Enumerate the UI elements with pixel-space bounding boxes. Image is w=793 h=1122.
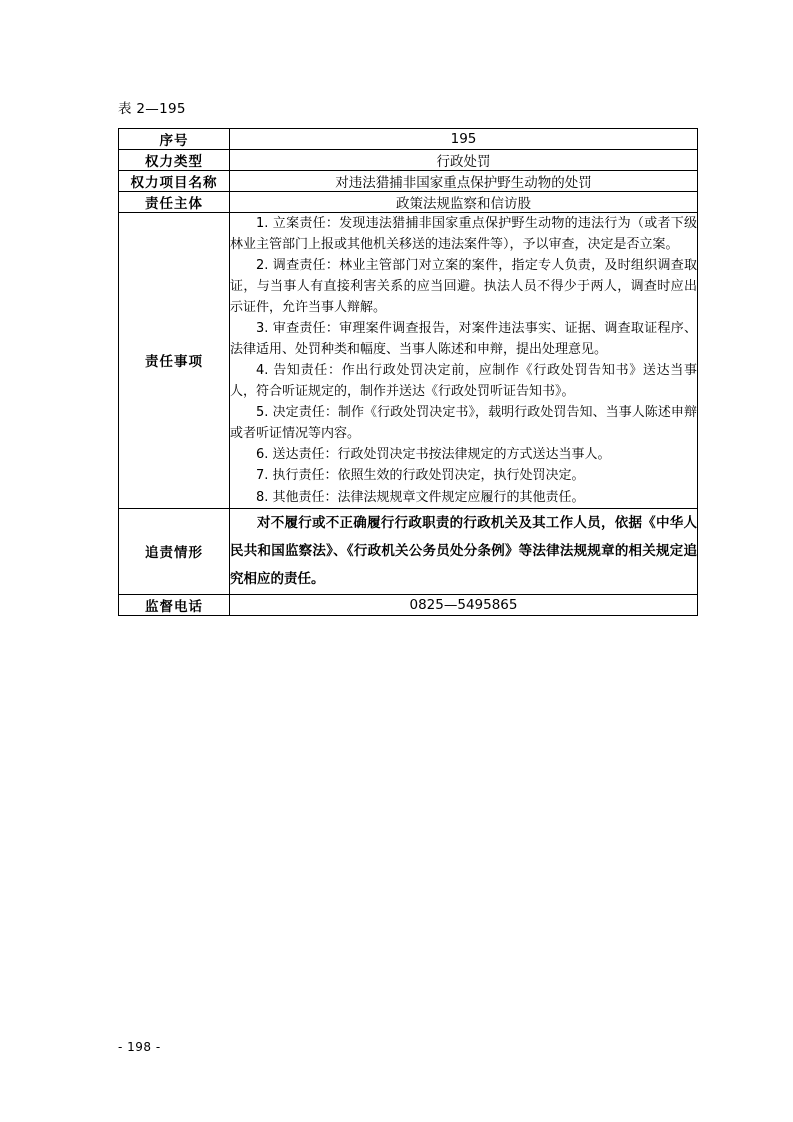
row-label-duties: 责任事项 bbox=[119, 212, 230, 508]
duty-item: 4. 告知责任：作出行政处罚决定前，应制作《行政处罚告知书》送达当事人，符合听证规定的，制作并送达《行政处罚听证告知书》。 bbox=[230, 363, 697, 400]
duty-item: 8. 其他责任：法律法规规章文件规定应履行的其他责任。 bbox=[256, 489, 585, 505]
table-row bbox=[119, 149, 698, 170]
row-value-accountability bbox=[230, 508, 698, 594]
accountability-text: 对不履行或不正确履行行政职责的行政机关及其工作人员，依据《中华人民共和国监察法》、《行政机关公务员处分条例》等法律法规规章的相关规定追究相应的责任。 bbox=[230, 514, 697, 588]
table-row bbox=[119, 191, 698, 212]
duty-item: 3. 审查责任：审理案件调查报告，对案件违法事实、证据、调查取证程序、法律适用、处罚种类和幅度、当事人陈述和申辩，提出处理意见。 bbox=[230, 321, 697, 358]
table-row bbox=[119, 128, 698, 149]
duty-item: 5. 决定责任：制作《行政处罚决定书》，载明行政处罚告知、当事人陈述申辩或者听证情况等内容。 bbox=[230, 405, 697, 442]
table-row bbox=[119, 594, 698, 615]
duty-item: 1. 立案责任：发现违法猎捕非国家重点保护野生动物的违法行为（或者下级林业主管部门上报或其他机关移送的违法案件等），予以审查，决定是否立案。 bbox=[230, 215, 697, 252]
row-value-responsible-entity: 政策法规监察和信访股 bbox=[230, 191, 698, 212]
power-item-table bbox=[118, 128, 698, 616]
row-value-supervision-phone: 0825—5495865 bbox=[230, 594, 698, 615]
duty-item: 7. 执行责任：依照生效的行政处罚决定，执行处罚决定。 bbox=[256, 468, 585, 484]
row-value-serial-number: 195 bbox=[230, 128, 698, 149]
page-number: - 198 - bbox=[118, 1040, 161, 1054]
duty-item: 2. 调查责任：林业主管部门对立案的案件，指定专人负责，及时组织调查取证，与当事人有直接利害关系的应当回避。执法人员不得少于两人，调查时应出示证件，允许当事人辩解。 bbox=[230, 257, 697, 316]
row-label-accountability: 追责情形 bbox=[119, 508, 230, 594]
row-label-power-type: 权力类型 bbox=[119, 149, 230, 170]
table-row-accountability bbox=[119, 508, 698, 594]
row-label-supervision-phone: 监督电话 bbox=[119, 594, 230, 615]
row-value-power-type: 行政处罚 bbox=[230, 149, 698, 170]
table-row bbox=[119, 170, 698, 191]
duty-item: 6. 送达责任：行政处罚决定书按法律规定的方式送达当事人。 bbox=[256, 447, 611, 463]
row-value-power-item-name: 对违法猎捕非国家重点保护野生动物的处罚 bbox=[230, 170, 698, 191]
row-label-power-item-name: 权力项目名称 bbox=[119, 170, 230, 191]
row-value-duties bbox=[230, 212, 698, 508]
row-label-serial-number: 序号 bbox=[119, 128, 230, 149]
table-caption: 表 2—195 bbox=[118, 101, 186, 117]
document-body bbox=[118, 100, 698, 616]
table-row-duties bbox=[119, 212, 698, 508]
row-label-responsible-entity: 责任主体 bbox=[119, 191, 230, 212]
